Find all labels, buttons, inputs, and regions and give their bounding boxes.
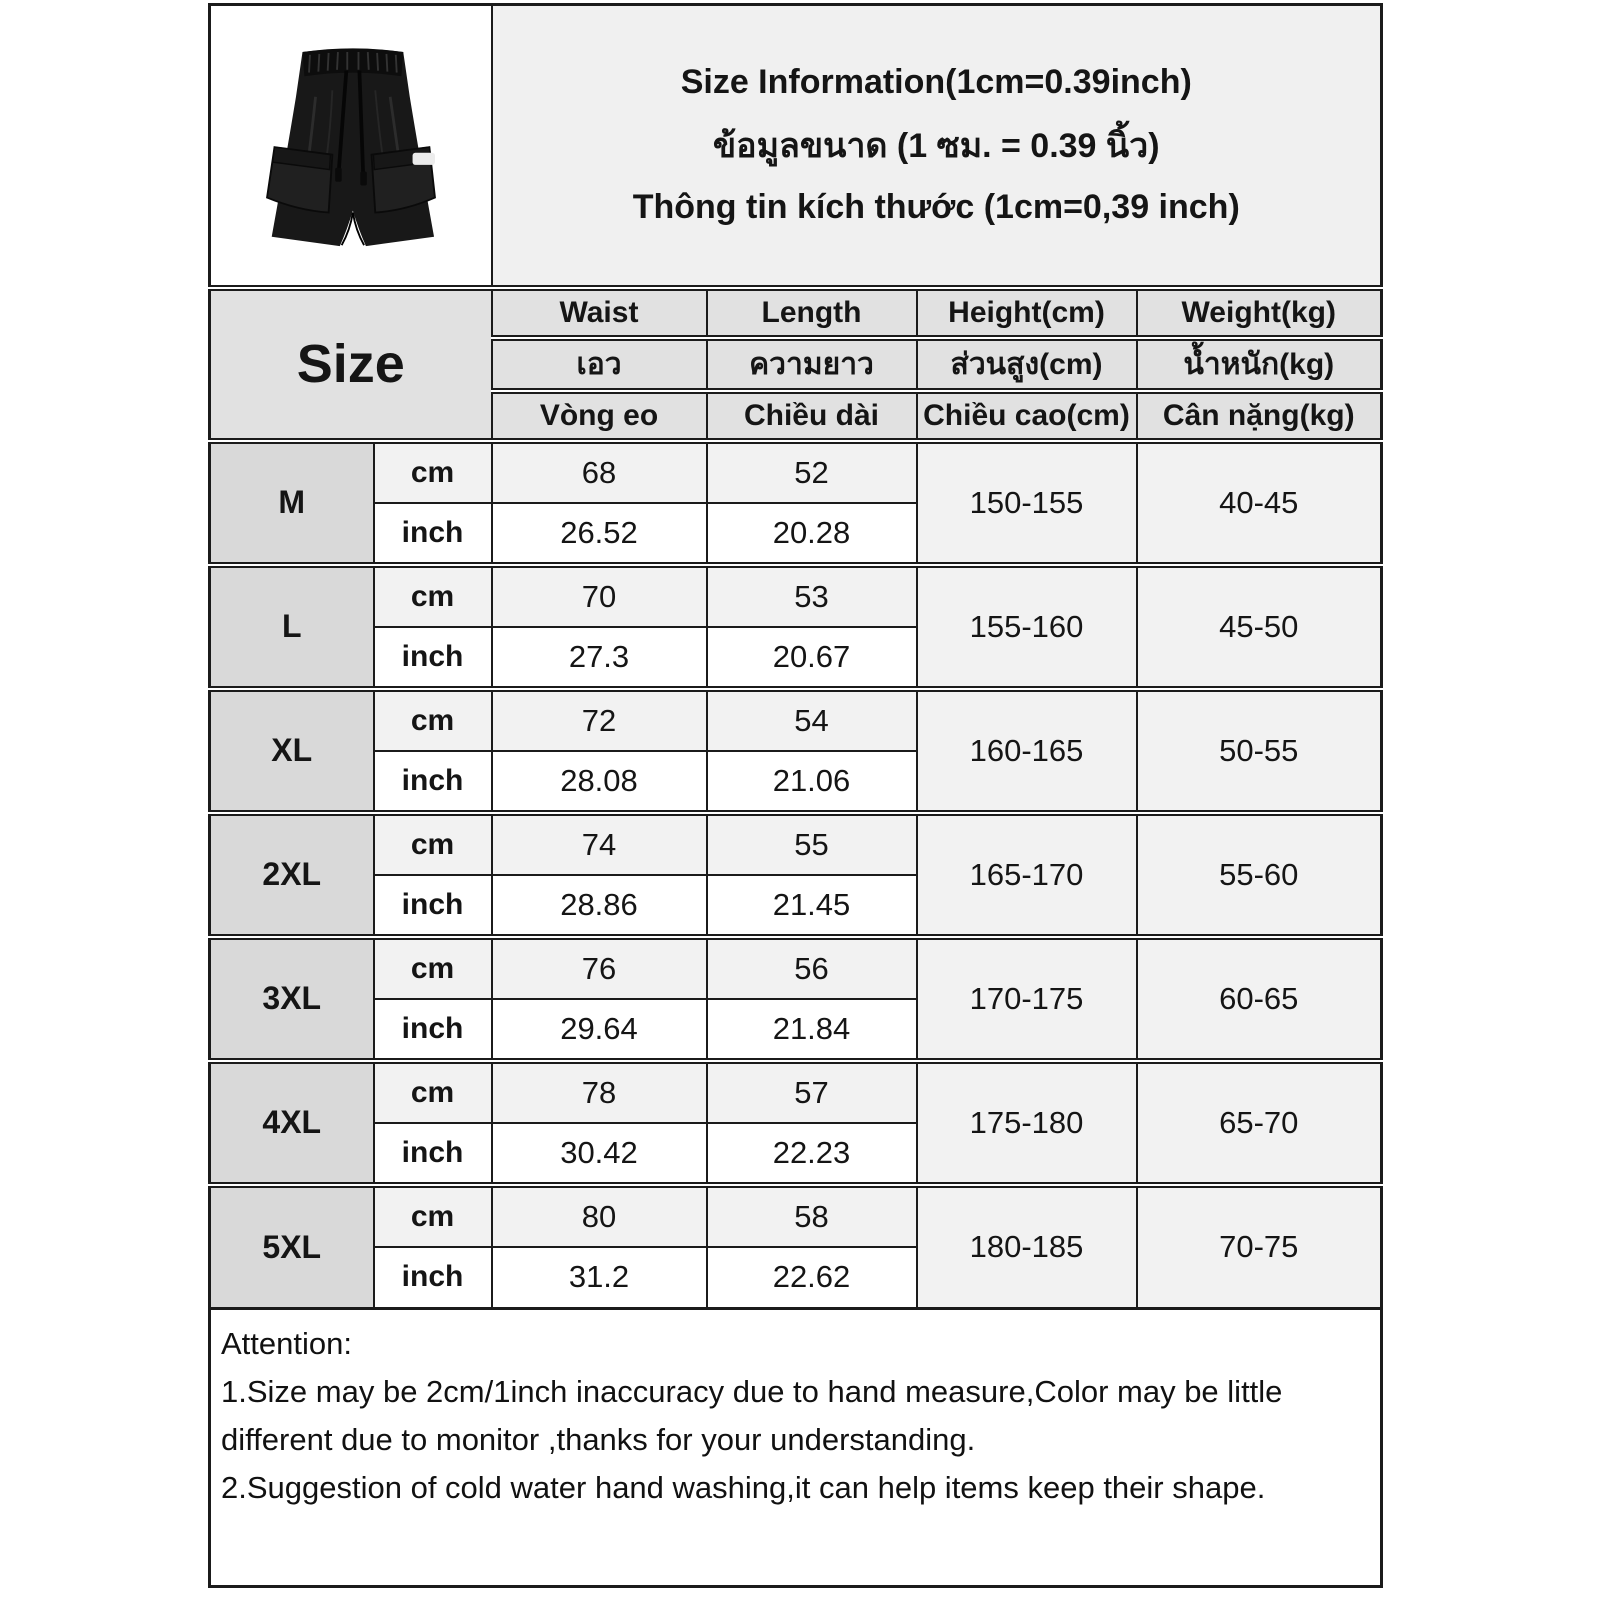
waist-inch-value: 30.42	[492, 1123, 707, 1185]
weight-range: 70-75	[1137, 1185, 1382, 1309]
column-header-height-vi: Chiều cao(cm)	[917, 391, 1137, 441]
waist-cm-value: 76	[492, 937, 707, 999]
length-inch-value: 21.84	[707, 999, 917, 1061]
weight-range: 60-65	[1137, 937, 1382, 1061]
weight-range: 65-70	[1137, 1061, 1382, 1185]
table-row-4xl-cm	[210, 1061, 1382, 1123]
height-range: 160-165	[917, 689, 1137, 813]
column-header-waist-vi: Vòng eo	[492, 391, 707, 441]
column-header-weight-vi: Cân nặng(kg)	[1137, 391, 1382, 441]
unit-label-cm: cm	[374, 565, 492, 627]
waist-cm-value: 72	[492, 689, 707, 751]
column-header-length-th: ความยาว	[707, 338, 917, 391]
length-cm-value: 57	[707, 1061, 917, 1123]
size-chart-sheet	[208, 3, 1383, 1588]
height-range: 175-180	[917, 1061, 1137, 1185]
column-header-height-th: ส่วนสูง(cm)	[917, 338, 1137, 391]
column-header-weight-en: Weight(kg)	[1137, 288, 1382, 338]
length-inch-value: 22.23	[707, 1123, 917, 1185]
length-inch-value: 20.28	[707, 503, 917, 565]
column-header-height-en: Height(cm)	[917, 288, 1137, 338]
unit-label-inch: inch	[374, 1123, 492, 1185]
table-row-5xl-cm	[210, 1185, 1382, 1247]
unit-label-inch: inch	[374, 503, 492, 565]
attention-note-2: 2.Suggestion of cold water hand washing,it can help items keep their shape.	[221, 1470, 1266, 1505]
attention-note-1: 1.Size may be 2cm/1inch inaccuracy due to hand measure,Color may be little different due to monitor ,thanks for your understanding.	[221, 1374, 1283, 1457]
product-photo-shorts-icon	[220, 11, 482, 275]
size-row-label: XL	[210, 689, 374, 813]
title-cell	[492, 5, 1382, 288]
waist-cm-value: 68	[492, 441, 707, 503]
length-cm-value: 53	[707, 565, 917, 627]
unit-label-cm: cm	[374, 441, 492, 503]
size-row-label: M	[210, 441, 374, 565]
column-header-length-en: Length	[707, 288, 917, 338]
size-row-label: 3XL	[210, 937, 374, 1061]
unit-label-cm: cm	[374, 937, 492, 999]
unit-label-cm: cm	[374, 689, 492, 751]
waist-cm-value: 78	[492, 1061, 707, 1123]
size-row-label: 2XL	[210, 813, 374, 937]
length-inch-value: 20.67	[707, 627, 917, 689]
height-range: 150-155	[917, 441, 1137, 565]
table-row-l-cm	[210, 565, 1382, 627]
waist-inch-value: 29.64	[492, 999, 707, 1061]
column-header-weight-th: น้ำหนัก(kg)	[1137, 338, 1382, 391]
weight-range: 55-60	[1137, 813, 1382, 937]
column-header-length-vi: Chiều dài	[707, 391, 917, 441]
unit-label-inch: inch	[374, 751, 492, 813]
product-image-cell	[210, 5, 492, 288]
size-chart-table	[208, 3, 1383, 1588]
waist-inch-value: 31.2	[492, 1247, 707, 1309]
header-row-english	[210, 288, 1382, 338]
waist-inch-value: 27.3	[492, 627, 707, 689]
size-row-label: L	[210, 565, 374, 689]
attention-row	[210, 1309, 1382, 1587]
waist-cm-value: 80	[492, 1185, 707, 1247]
unit-label-cm: cm	[374, 1185, 492, 1247]
size-row-label: 5XL	[210, 1185, 374, 1309]
waist-cm-value: 74	[492, 813, 707, 875]
unit-label-inch: inch	[374, 999, 492, 1061]
length-cm-value: 52	[707, 441, 917, 503]
length-cm-value: 56	[707, 937, 917, 999]
size-header: Size	[210, 288, 492, 441]
size-row-label: 4XL	[210, 1061, 374, 1185]
height-range: 155-160	[917, 565, 1137, 689]
length-cm-value: 55	[707, 813, 917, 875]
height-range: 180-185	[917, 1185, 1137, 1309]
weight-range: 50-55	[1137, 689, 1382, 813]
title-line-thai: ข้อมูลขนาด (1 ซม. = 0.39 นิ้ว)	[712, 127, 1160, 166]
table-row-2xl-cm	[210, 813, 1382, 875]
weight-range: 45-50	[1137, 565, 1382, 689]
length-inch-value: 21.06	[707, 751, 917, 813]
unit-label-inch: inch	[374, 1247, 492, 1309]
column-header-waist-en: Waist	[492, 288, 707, 338]
table-row-3xl-cm	[210, 937, 1382, 999]
waist-cm-value: 70	[492, 565, 707, 627]
brand-tag	[412, 153, 434, 165]
table-row-m-cm	[210, 441, 1382, 503]
title-line-english: Size Information(1cm=0.39inch)	[680, 63, 1192, 102]
table-row-xl-cm	[210, 689, 1382, 751]
waist-inch-value: 28.08	[492, 751, 707, 813]
unit-label-cm: cm	[374, 1061, 492, 1123]
length-inch-value: 21.45	[707, 875, 917, 937]
unit-label-inch: inch	[374, 875, 492, 937]
weight-range: 40-45	[1137, 441, 1382, 565]
height-range: 170-175	[917, 937, 1137, 1061]
unit-label-inch: inch	[374, 627, 492, 689]
title-line-vietnamese: Thông tin kích thước (1cm=0,39 inch)	[632, 188, 1240, 227]
length-inch-value: 22.62	[707, 1247, 917, 1309]
unit-label-cm: cm	[374, 813, 492, 875]
length-cm-value: 54	[707, 689, 917, 751]
length-cm-value: 58	[707, 1185, 917, 1247]
waist-inch-value: 26.52	[492, 503, 707, 565]
column-header-waist-th: เอว	[492, 338, 707, 391]
top-row	[210, 5, 1382, 288]
height-range: 165-170	[917, 813, 1137, 937]
waist-inch-value: 28.86	[492, 875, 707, 937]
attention-cell	[210, 1309, 1382, 1587]
attention-heading: Attention:	[221, 1326, 352, 1361]
